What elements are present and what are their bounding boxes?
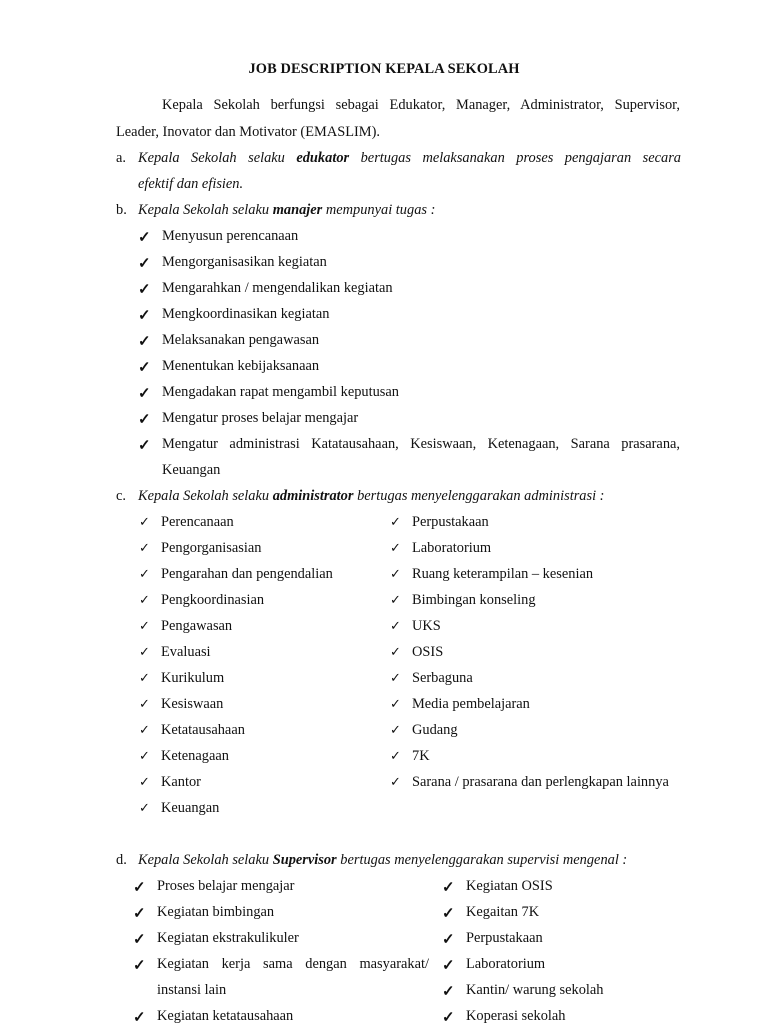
checkmark-icon: ✓ — [139, 644, 150, 659]
section-b-item — [138, 436, 680, 456]
section-c-keyword: administrator — [272, 488, 354, 504]
checkmark-icon: ✓ — [138, 438, 151, 454]
section-c-left-item-label: Kantor — [161, 774, 201, 790]
checkmark-icon: ✓ — [390, 696, 401, 711]
section-c-left-item-label: Pengorganisasian — [161, 540, 262, 556]
section-d-left-item-label: Kegiatan ketatausahaan — [157, 1008, 294, 1024]
section-b-item-label: Mengorganisasikan kegiatan — [162, 254, 327, 270]
section-d-left-item-label: Kegiatan ekstrakulikuler — [157, 930, 299, 946]
checkmark-icon: ✓ — [133, 958, 146, 974]
section-c-left-item-label: Ketatausahaan — [161, 722, 245, 738]
section-d-right-item-label: Perpustakaan — [466, 930, 543, 946]
checkmark-icon: ✓ — [442, 932, 455, 948]
section-b-item-label: Melaksanakan pengawasan — [162, 332, 320, 348]
page-title: JOB DESCRIPTION KEPALA SEKOLAH — [248, 61, 520, 77]
section-c-left-item-label: Keuangan — [161, 800, 220, 816]
section-b-item-label: Mengatur administrasi Katatausahaan, Kesiswaan, Ketenagaan, Sarana prasarana, — [162, 436, 680, 452]
section-c-left-item-label: Pengawasan — [161, 618, 233, 634]
checkmark-icon: ✓ — [138, 230, 151, 246]
section-b-item-label: Menentukan kebijaksanaan — [162, 358, 320, 374]
section-d-right-item-label: Koperasi sekolah — [466, 1008, 566, 1024]
section-d-keyword: Supervisor — [272, 852, 337, 868]
checkmark-icon: ✓ — [390, 722, 401, 737]
checkmark-icon: ✓ — [139, 670, 150, 685]
section-c-right-item-label: Sarana / prasarana dan perlengkapan lainnya — [412, 774, 669, 790]
section-a-heading: Kepala Sekolah selaku edukator bertugas melaksanakan proses pengajaran secara — [138, 150, 681, 166]
section-d-left-item-label: Kegiatan bimbingan — [157, 904, 275, 920]
checkmark-icon: ✓ — [138, 334, 151, 350]
section-c-left-item-label: Evaluasi — [161, 644, 211, 660]
section-d-left-item-cont: instansi lain — [157, 982, 227, 998]
intro-line-1: Kepala Sekolah berfungsi sebagai Edukator, Manager, Administrator, Supervisor, — [162, 97, 680, 113]
section-b-last-item-cont: Keuangan — [162, 462, 221, 478]
checkmark-icon: ✓ — [138, 386, 151, 402]
checkmark-icon: ✓ — [139, 618, 150, 633]
section-d-left-item-label: Kegiatan kerja sama dengan masyarakat/ — [157, 956, 429, 972]
section-c-right-item-label: Perpustakaan — [412, 514, 489, 530]
section-d-letter: d. — [116, 852, 127, 868]
checkmark-icon: ✓ — [133, 880, 146, 896]
section-b-item-label: Mengatur proses belajar mengajar — [162, 410, 359, 426]
section-c-right-item-label: Bimbingan konseling — [412, 592, 536, 608]
checkmark-icon: ✓ — [138, 256, 151, 272]
checkmark-icon: ✓ — [139, 774, 150, 789]
checkmark-icon: ✓ — [442, 906, 455, 922]
checkmark-icon: ✓ — [139, 722, 150, 737]
section-c-right-item-label: Serbaguna — [412, 670, 473, 686]
checkmark-icon: ✓ — [390, 618, 401, 633]
section-c-right-item-label: OSIS — [412, 644, 444, 660]
checkmark-icon: ✓ — [442, 880, 455, 896]
checkmark-icon: ✓ — [139, 800, 150, 815]
checkmark-icon: ✓ — [133, 1010, 146, 1026]
checkmark-icon: ✓ — [390, 774, 401, 789]
section-c-left-item-label: Ketenagaan — [161, 748, 229, 764]
section-b-letter: b. — [116, 202, 127, 218]
section-b-keyword: manajer — [272, 202, 323, 218]
section-c-left-item-label: Perencanaan — [161, 514, 234, 530]
checkmark-icon: ✓ — [139, 566, 150, 581]
section-d-right-item-label: Kegiatan OSIS — [466, 878, 553, 894]
section-c-right-item-label: Laboratorium — [412, 540, 492, 556]
checkmark-icon: ✓ — [138, 282, 151, 298]
intro-line-2: Leader, Inovator dan Motivator (EMASLIM). — [116, 124, 380, 140]
section-d-right-item-label: Kegaitan 7K — [466, 904, 540, 920]
section-c-letter: c. — [116, 488, 126, 504]
section-b-item-label: Mengarahkan / mengendalikan kegiatan — [162, 280, 393, 296]
checkmark-icon: ✓ — [442, 958, 455, 974]
checkmark-icon: ✓ — [442, 1010, 455, 1026]
checkmark-icon: ✓ — [390, 670, 401, 685]
section-d-left-item-label: Proses belajar mengajar — [157, 878, 295, 894]
checkmark-icon: ✓ — [138, 412, 151, 428]
section-b-item-label: Menyusun perencanaan — [162, 228, 299, 244]
checkmark-icon: ✓ — [133, 932, 146, 948]
section-a-keyword: edukator — [296, 150, 350, 166]
section-c-right-item-label: UKS — [412, 618, 441, 634]
checkmark-icon: ✓ — [139, 540, 150, 555]
checkmark-icon: ✓ — [390, 514, 401, 529]
checkmark-icon: ✓ — [139, 592, 150, 607]
section-c-left-item-label: Kurikulum — [161, 670, 225, 686]
checkmark-icon: ✓ — [133, 906, 146, 922]
checkmark-icon: ✓ — [390, 566, 401, 581]
section-d-left-item — [133, 956, 429, 976]
checkmark-icon: ✓ — [390, 644, 401, 659]
checkmark-icon: ✓ — [139, 748, 150, 763]
checkmark-icon: ✓ — [138, 360, 151, 376]
section-d-right-item-label: Kantin/ warung sekolah — [466, 982, 604, 998]
document-page: JOB DESCRIPTION KEPALA SEKOLAH Kepala Sekolah berfungsi sebagai Edukator, Manager, Administrator, Supervisor, Leader, Inovator dan Motivator (EMASLIM). a. Kepala Sekolah selaku edukator bertugas melaksanakan proses pengajaran secara efektif dan efisien. b. Kepala Sekolah selaku manajer mempunyai tugas : ✓ Menyusun perencanaan ✓ Mengorganisasikan kegiatan ✓ Mengarahkan / mengendalikan kegiatan ✓ Mengkoordinasikan kegiatan ✓ Melaksanakan pengawasan ✓ Menentukan kebijaksanaan ✓ Mengadakan rapat mengambil keputusan ✓ Mengatur proses belajar mengajar ✓ Mengatur administrasi Katatausahaan, Kesiswaan, Ketenagaan, Sarana prasarana, Keuangan c. Kepala Sekolah selaku administrator bertugas menyelenggarakan administrasi : ✓ Perencanaan ✓ Pengorganisasian ✓ Pengarahan dan pengendalian ✓ Pengkoordinasian ✓ Pengawasan ✓ Evaluasi ✓ Kurikulum ✓ Kesiswaan ✓ Ketatausahaan ✓ Ketenagaan ✓ Kantor ✓ Keuangan ✓ Perpustakaan ✓ Laboratorium ✓ Ruang keterampilan – kesenian ✓ Bimbingan konseling ✓ UKS ✓ OSIS ✓ Serbaguna ✓ Media pembelajaran ✓ Gudang ✓ 7K ✓ Sarana / prasarana dan perlengkapan lainnya d. Kepala Sekolah selaku Supervisor bertugas menyelenggarakan supervisi mengenal : ✓ Proses belajar mengajar ✓ Kegiatan bimbingan ✓ Kegiatan ekstrakulikuler ✓ Kegiatan kerja sama dengan masyarakat/ ✓ Kegiatan ketatausahaan ✓ Kegiatan OSIS ✓ Kegaitan 7K ✓ Perpustakaan ✓ Laboratorium ✓ Kantin/ warung sekolah ✓ Koperasi sekolah instansi lain — [0, 0, 768, 1024]
section-b-item-label: Mengadakan rapat mengambil keputusan — [162, 384, 399, 400]
section-d-right-item-label: Laboratorium — [466, 956, 546, 972]
checkmark-icon: ✓ — [390, 592, 401, 607]
section-c-right-item-label: 7K — [412, 748, 430, 764]
checkmark-icon: ✓ — [390, 748, 401, 763]
checkmark-icon: ✓ — [139, 514, 150, 529]
section-c-right-item-label: Ruang keterampilan – kesenian — [412, 566, 594, 582]
section-a-letter: a. — [116, 150, 126, 166]
checkmark-icon: ✓ — [138, 308, 151, 324]
checkmark-icon: ✓ — [390, 540, 401, 555]
section-c-left-item-label: Pengkoordinasian — [161, 592, 265, 608]
checkmark-icon: ✓ — [442, 984, 455, 1000]
section-c-left-item-label: Pengarahan dan pengendalian — [161, 566, 333, 582]
section-b-item-label: Mengkoordinasikan kegiatan — [162, 306, 330, 322]
section-c-right-item-label: Gudang — [412, 722, 458, 738]
section-c-right-item-label: Media pembelajaran — [412, 696, 530, 712]
section-c-left-item-label: Kesiswaan — [161, 696, 224, 712]
checkmark-icon: ✓ — [139, 696, 150, 711]
